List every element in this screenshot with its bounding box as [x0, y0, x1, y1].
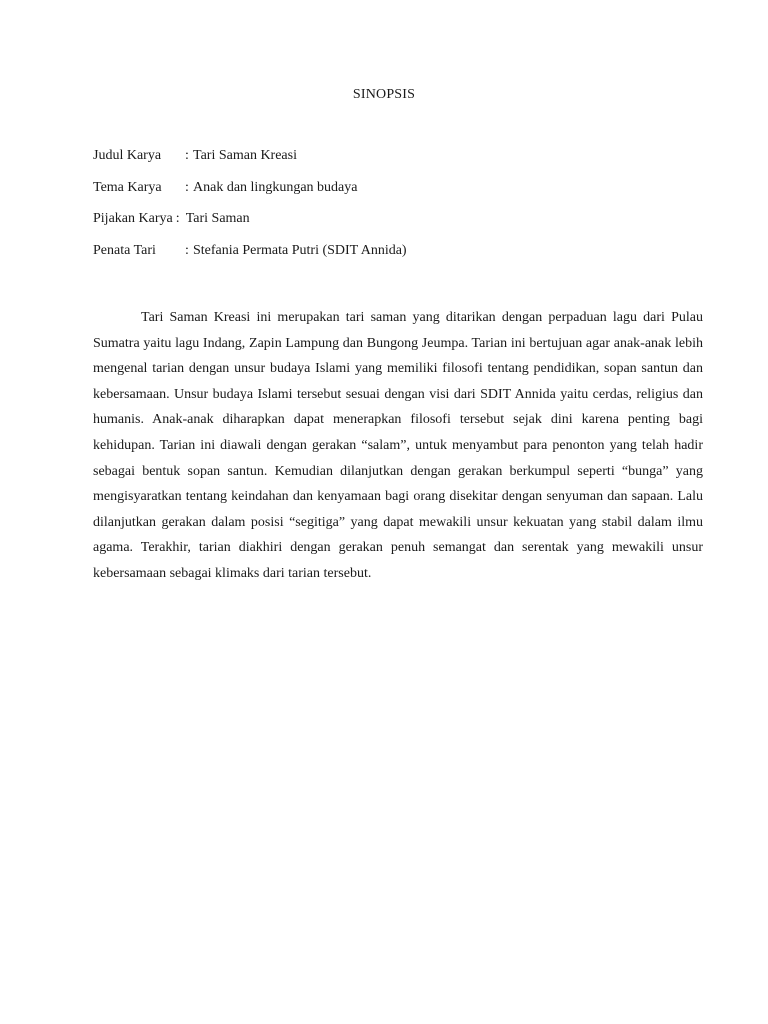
meta-value: Stefania Permata Putri (SDIT Annida) [193, 242, 407, 258]
meta-row-tema-karya [93, 180, 693, 212]
meta-value: Anak dan lingkungan budaya [193, 179, 358, 195]
meta-colon: : [185, 148, 189, 163]
document-title: SINOPSIS [352, 87, 416, 102]
meta-colon: : [185, 242, 189, 258]
meta-label: Pijakan Karya [93, 211, 173, 226]
meta-row-judul-karya [93, 148, 693, 180]
meta-label: Penata Tari [93, 242, 156, 258]
meta-label: Judul Karya [93, 148, 162, 163]
meta-value: Tari Saman [185, 211, 250, 226]
meta-colon: : [175, 211, 180, 226]
synopsis-metadata [93, 148, 693, 274]
meta-row-penata-tari [93, 243, 693, 275]
meta-value: Tari Saman Kreasi [193, 148, 297, 163]
meta-label: Tema Karya [93, 179, 162, 195]
meta-colon: : [185, 179, 189, 195]
meta-row-pijakan-karya [93, 211, 693, 243]
synopsis-paragraph: Tari Saman Kreasi ini merupakan tari saman yang ditarikan dengan perpaduan lagu dari Pulau Sumatra yaitu lagu Indang, Zapin Lampung dan Bungong Jeumpa. Tarian ini bertujuan agar anak-anak lebih mengenal tarian dengan unsur budaya Islami yang memiliki filosofi tentang pendidikan, sopan santun dan kebersamaan. Unsur budaya Islami tersebut sesuai dengan visi dari SDIT Annida yaitu cerdas, religius dan humanis. Anak-anak diharapkan dapat menerapkan filosofi tersebut sejak dini karena penting bagi kehidupan. Tarian ini diawali dengan gerakan “salam”, untuk menyambut para penonton yang telah hadir sebagai bentuk sopan santun. Kemudian dilanjutkan dengan gerakan berkumpul seperti “bunga” yang mengisyaratkan tentang keindahan dan kenyamaan bagi orang disekitar dengan senyuman dan sapaan. Lalu dilanjutkan gerakan dalam posisi “segitiga” yang dapat mewakili unsur kekuatan yang stabil dalam ilmu agama. Terakhir, tarian diakhiri dengan gerakan penuh semangat dan serentak yang mewakili unsur kebersamaan sebagai klimaks dari tarian tersebut. [93, 310, 703, 581]
